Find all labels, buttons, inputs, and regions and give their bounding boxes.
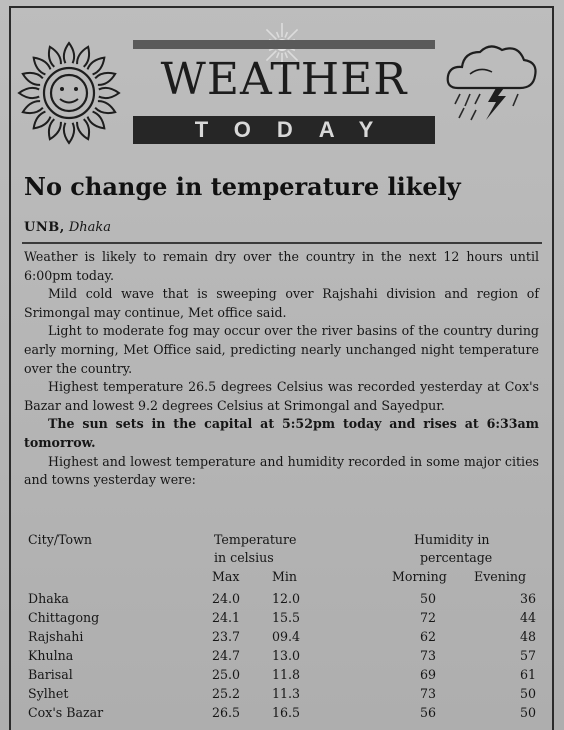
- cell-evening: 57: [519, 648, 536, 663]
- byline-location: Dhaka: [68, 220, 112, 235]
- cell-city: Cox's Bazar: [28, 705, 104, 720]
- cell-evening: 50: [519, 686, 536, 701]
- article-headline: No change in temperature likely: [24, 172, 461, 201]
- cell-evening: 48: [519, 629, 536, 644]
- table-row: [28, 703, 543, 722]
- header-humidity: Humidity in: [414, 532, 490, 547]
- cell-min: 16.5: [272, 705, 301, 720]
- header-temperature-unit: in celsius: [214, 550, 274, 565]
- byline-rule: [22, 242, 542, 244]
- cell-max: 25.2: [212, 686, 241, 701]
- header-morning: Morning: [392, 569, 447, 584]
- table-row: [28, 589, 543, 608]
- sun-icon: [14, 38, 124, 148]
- header-humidity-unit: percentage: [420, 550, 493, 565]
- header-temperature: Temperature: [214, 532, 297, 547]
- cell-max: 24.7: [212, 648, 241, 663]
- cell-morning: 72: [419, 610, 436, 625]
- cell-min: 12.0: [272, 591, 301, 606]
- cell-evening: 61: [519, 667, 536, 682]
- cell-city: Sylhet: [28, 686, 69, 701]
- article-body: [24, 248, 539, 490]
- cell-evening: 36: [519, 591, 536, 606]
- table-row: [28, 627, 543, 646]
- masthead-bar: [133, 40, 435, 49]
- cell-min: 09.4: [272, 629, 301, 644]
- cell-morning: 73: [419, 648, 436, 663]
- paragraph-sunset: The sun sets in the capital at 5:52pm today and rises at 6:33am tomorrow.: [24, 416, 539, 450]
- header-min: Min: [272, 569, 298, 584]
- cell-min: 11.3: [272, 686, 301, 701]
- cell-city: Rajshahi: [28, 629, 84, 644]
- paragraph: Light to moderate fog may occur over the river basins of the country during early morning, Met Office said, predicting nearly unchanged night temperature over the country.: [24, 323, 539, 376]
- cell-morning: 73: [419, 686, 436, 701]
- cell-evening: 50: [519, 705, 536, 720]
- header-city: City/Town: [28, 532, 92, 547]
- table-row: [28, 665, 543, 684]
- cell-city: Barisal: [28, 667, 73, 682]
- cell-morning: 62: [419, 629, 436, 644]
- masthead-subtitle: TODAY: [133, 116, 435, 144]
- cell-max: 26.5: [212, 705, 241, 720]
- paragraph: Highest temperature 26.5 degrees Celsius was recorded yesterday at Cox's Bazar and lowest 9.2 degrees Celsius at Srimongal and Sayedpur.: [24, 379, 539, 413]
- masthead-title: WEATHER: [160, 54, 408, 105]
- cell-city: Dhaka: [28, 591, 69, 606]
- paragraph: Mild cold wave that is sweeping over Rajshahi division and region of Srimongal may continue, Met office said.: [24, 286, 539, 320]
- cell-max: 23.7: [212, 629, 241, 644]
- paragraph: Highest and lowest temperature and humidity recorded in some major cities and towns yesterday were:: [24, 453, 539, 488]
- header-max: Max: [212, 569, 240, 584]
- table-row: [28, 684, 543, 703]
- storm-cloud-icon: [440, 36, 540, 122]
- header-evening: Evening: [474, 569, 527, 584]
- cell-max: 25.0: [212, 667, 241, 682]
- cell-max: 24.0: [212, 591, 241, 606]
- cell-min: 15.5: [272, 610, 301, 625]
- cell-min: 11.8: [272, 667, 301, 682]
- paragraph: Weather is likely to remain dry over the country in the next 12 hours until 6:00pm today.: [24, 249, 539, 283]
- cell-max: 24.1: [212, 610, 241, 625]
- byline-source: UNB,: [24, 220, 65, 235]
- cell-evening: 44: [519, 610, 536, 625]
- cell-min: 13.0: [272, 648, 301, 663]
- table-row: [28, 608, 543, 627]
- cell-city: Khulna: [28, 648, 74, 663]
- table-row: [28, 646, 543, 665]
- cell-morning: 56: [419, 705, 436, 720]
- byline: [24, 219, 324, 237]
- cell-morning: 50: [419, 591, 436, 606]
- cell-morning: 69: [419, 667, 436, 682]
- cell-city: Chittagong: [28, 610, 100, 625]
